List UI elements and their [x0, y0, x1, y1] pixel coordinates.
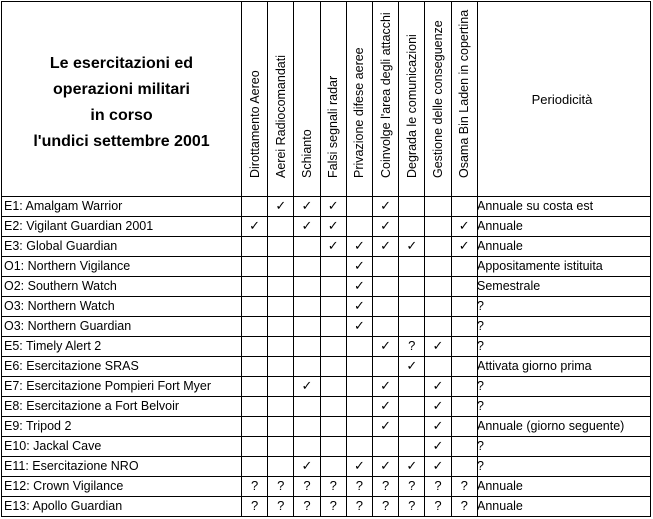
- mark-cell: [321, 397, 347, 417]
- mark-cell: ?: [452, 477, 478, 497]
- mark-cell: ?: [399, 337, 425, 357]
- mark-cell: ?: [294, 477, 320, 497]
- mark-cell: [294, 277, 320, 297]
- row-period: Annuale: [477, 499, 523, 513]
- column-header-label: Aerei Radiocomandati: [273, 55, 288, 178]
- mark-cell: [399, 377, 425, 397]
- row-period: ?: [474, 297, 650, 317]
- mark-cell: ✓: [321, 217, 347, 237]
- mark-cell: ✓: [373, 377, 399, 397]
- mark-cell: [321, 277, 347, 297]
- mark-cell: ✓: [347, 317, 373, 337]
- mark-cell: [347, 417, 373, 437]
- column-header-label: Schianto: [299, 129, 314, 178]
- row-name: E2: Vigilant Guardian 2001: [2, 217, 242, 237]
- table-title: [2, 2, 242, 197]
- mark-cell: [294, 257, 320, 277]
- mark-cell: [347, 217, 373, 237]
- column-header-label: Degrada le comunicazioni: [404, 34, 419, 178]
- mark-cell: [268, 317, 294, 337]
- mark-cell: [347, 397, 373, 417]
- row-period: ?: [474, 337, 650, 357]
- mark-cell: [321, 417, 347, 437]
- mark-cell: [425, 357, 451, 377]
- mark-cell: [268, 457, 294, 477]
- exercises-table: [1, 1, 651, 517]
- mark-cell: [242, 417, 268, 437]
- mark-cell: ✓: [425, 397, 451, 417]
- row-name: E10: Jackal Cave: [2, 437, 242, 457]
- mark-cell: ✓: [347, 277, 373, 297]
- column-header: [294, 2, 320, 197]
- mark-cell: [321, 337, 347, 357]
- column-header: [399, 2, 425, 197]
- mark-cell: [242, 337, 268, 357]
- mark-cell: ✓: [347, 297, 373, 317]
- mark-cell: ✓: [242, 217, 268, 237]
- row-name: E3: Global Guardian: [2, 237, 242, 257]
- mark-cell: [399, 277, 425, 297]
- mark-cell: ?: [242, 497, 268, 517]
- mark-cell: [242, 377, 268, 397]
- row-period: Annuale: [474, 477, 650, 497]
- column-header-label: Gestione delle conseguenze: [430, 20, 445, 178]
- mark-cell: [242, 437, 268, 457]
- mark-cell: [399, 397, 425, 417]
- row-name: O3: Northern Watch: [2, 297, 242, 317]
- mark-cell: [399, 437, 425, 457]
- mark-cell: [321, 357, 347, 377]
- mark-cell: [373, 357, 399, 377]
- mark-cell: [321, 317, 347, 337]
- mark-cell: ✓: [347, 257, 373, 277]
- mark-cell: ✓: [268, 197, 294, 217]
- mark-cell: [242, 457, 268, 477]
- row-period: ?: [474, 397, 650, 417]
- mark-cell: ✓: [347, 237, 373, 257]
- row-period: ?: [474, 437, 650, 457]
- row-period: Annuale: [474, 217, 650, 237]
- mark-cell: [347, 357, 373, 377]
- mark-cell: [268, 437, 294, 457]
- column-header: [268, 2, 294, 197]
- column-header-label: Dirottamento Aereo: [247, 70, 262, 178]
- mark-cell: [294, 337, 320, 357]
- mark-cell: [425, 217, 451, 237]
- mark-cell: ?: [399, 477, 425, 497]
- mark-cell: [399, 297, 425, 317]
- mark-cell: ✓: [425, 457, 451, 477]
- mark-cell: [294, 317, 320, 337]
- mark-cell: [373, 257, 399, 277]
- row-name: E5: Timely Alert 2: [2, 337, 242, 357]
- mark-cell: ?: [425, 477, 451, 497]
- mark-cell: ✓: [425, 377, 451, 397]
- period-header: Periodicità: [474, 2, 650, 197]
- mark-cell: [399, 217, 425, 237]
- mark-cell: ✓: [321, 197, 347, 217]
- title-line: in corso: [90, 107, 153, 124]
- mark-cell: ?: [452, 497, 478, 517]
- mark-cell: [425, 237, 451, 257]
- mark-cell: [347, 437, 373, 457]
- row-period: Appositamente istituita: [474, 257, 650, 277]
- row-name: O3: Northern Guardian: [2, 317, 242, 337]
- mark-cell: [242, 357, 268, 377]
- mark-cell: ✓: [373, 197, 399, 217]
- mark-cell: [242, 297, 268, 317]
- mark-cell: [321, 377, 347, 397]
- mark-cell: [294, 417, 320, 437]
- mark-cell: ?: [373, 497, 399, 517]
- mark-cell: [399, 257, 425, 277]
- row-name: E12: Crown Vigilance: [2, 477, 242, 497]
- mark-cell: [373, 437, 399, 457]
- column-header: [321, 2, 347, 197]
- row-period: Semestrale: [474, 277, 650, 297]
- mark-cell: [268, 397, 294, 417]
- mark-cell: ?: [268, 477, 294, 497]
- mark-cell: ✓: [425, 417, 451, 437]
- row-name: E7: Esercitazione Pompieri Fort Myer: [2, 377, 242, 397]
- mark-cell: ?: [399, 497, 425, 517]
- mark-cell: ?: [321, 497, 347, 517]
- mark-cell: ✓: [373, 237, 399, 257]
- mark-cell: [425, 257, 451, 277]
- column-header: [242, 2, 268, 197]
- row-name: E9: Tripod 2: [2, 417, 242, 437]
- row-name: E6: Esercitazione SRAS: [2, 357, 242, 377]
- mark-cell: ✓: [373, 417, 399, 437]
- mark-cell: [268, 337, 294, 357]
- column-header-label: Osama Bin Laden in copertina: [457, 9, 472, 178]
- mark-cell: [268, 277, 294, 297]
- row-name: E1: Amalgam Warrior: [2, 197, 242, 217]
- mark-cell: [294, 397, 320, 417]
- mark-cell: [294, 437, 320, 457]
- mark-cell: [373, 297, 399, 317]
- mark-cell: [294, 237, 320, 257]
- title-line: operazioni militari: [53, 81, 190, 98]
- row-period: Attivata giorno prima: [474, 357, 650, 377]
- mark-cell: ?: [294, 497, 320, 517]
- mark-cell: [321, 297, 347, 317]
- mark-cell: [347, 377, 373, 397]
- row-period: ?: [474, 457, 650, 477]
- title-line: l'undici settembre 2001: [33, 133, 210, 150]
- mark-cell: [242, 397, 268, 417]
- row-period: Annuale su costa est: [474, 197, 650, 217]
- mark-cell: [373, 317, 399, 337]
- mark-cell: ✓: [294, 197, 320, 217]
- mark-cell: ?: [373, 477, 399, 497]
- row-period: Annuale (giorno seguente): [474, 417, 650, 437]
- mark-cell: ✓: [294, 377, 320, 397]
- mark-cell: ✓: [425, 337, 451, 357]
- mark-cell: ✓: [294, 457, 320, 477]
- mark-cell: [268, 257, 294, 277]
- mark-cell: [242, 257, 268, 277]
- mark-cell: ✓: [399, 357, 425, 377]
- mark-cell: ?: [242, 477, 268, 497]
- column-header: [373, 2, 399, 197]
- mark-cell: ✓: [399, 237, 425, 257]
- mark-cell: [399, 417, 425, 437]
- row-period: ?: [474, 317, 650, 337]
- mark-cell: [294, 297, 320, 317]
- mark-cell: ✓: [425, 437, 451, 457]
- mark-cell: [347, 337, 373, 357]
- mark-cell: ?: [347, 477, 373, 497]
- mark-cell: [399, 317, 425, 337]
- row-name: O1: Northern Vigilance: [2, 257, 242, 277]
- row-name: E8: Esercitazione a Fort Belvoir: [2, 397, 242, 417]
- mark-cell: [321, 437, 347, 457]
- row-period: ?: [474, 377, 650, 397]
- mark-cell: ?: [321, 477, 347, 497]
- column-header-label: Coinvolge l'area degli attacchi: [378, 12, 393, 178]
- mark-cell: [321, 457, 347, 477]
- mark-cell: ✓: [373, 397, 399, 417]
- column-header: [347, 2, 373, 197]
- mark-cell: [399, 197, 425, 217]
- mark-cell: ✓: [347, 457, 373, 477]
- mark-cell: [321, 257, 347, 277]
- mark-cell: [242, 237, 268, 257]
- mark-cell: ✓: [452, 217, 478, 237]
- mark-cell: ✓: [399, 457, 425, 477]
- row-name: E11: Esercitazione NRO: [2, 457, 242, 477]
- mark-cell: ✓: [294, 217, 320, 237]
- mark-cell: [347, 197, 373, 217]
- mark-cell: ✓: [373, 337, 399, 357]
- mark-cell: [373, 277, 399, 297]
- title-line: Le esercitazioni ed: [49, 55, 194, 72]
- mark-cell: [425, 297, 451, 317]
- mark-cell: [268, 237, 294, 257]
- mark-cell: ?: [347, 497, 373, 517]
- mark-cell: [425, 197, 451, 217]
- mark-cell: ?: [425, 497, 451, 517]
- mark-cell: [268, 217, 294, 237]
- mark-cell: [268, 377, 294, 397]
- mark-cell: ✓: [373, 217, 399, 237]
- mark-cell: [242, 197, 268, 217]
- column-header-label: Privazione difese aeree: [352, 47, 367, 178]
- mark-cell: [268, 417, 294, 437]
- column-header: [425, 2, 451, 197]
- mark-cell: [242, 317, 268, 337]
- mark-cell: ✓: [321, 237, 347, 257]
- mark-cell: [242, 277, 268, 297]
- row-name: E13: Apollo Guardian: [2, 497, 242, 517]
- mark-cell: [425, 317, 451, 337]
- mark-cell: [268, 357, 294, 377]
- row-period: Annuale: [474, 237, 650, 257]
- mark-cell: [294, 357, 320, 377]
- mark-cell: [268, 297, 294, 317]
- mark-cell: ✓: [373, 457, 399, 477]
- mark-cell: ?: [268, 497, 294, 517]
- column-header-label: Falsi segnali radar: [326, 75, 341, 178]
- row-name: O2: Southern Watch: [2, 277, 242, 297]
- mark-cell: ✓: [452, 237, 478, 257]
- mark-cell: [425, 277, 451, 297]
